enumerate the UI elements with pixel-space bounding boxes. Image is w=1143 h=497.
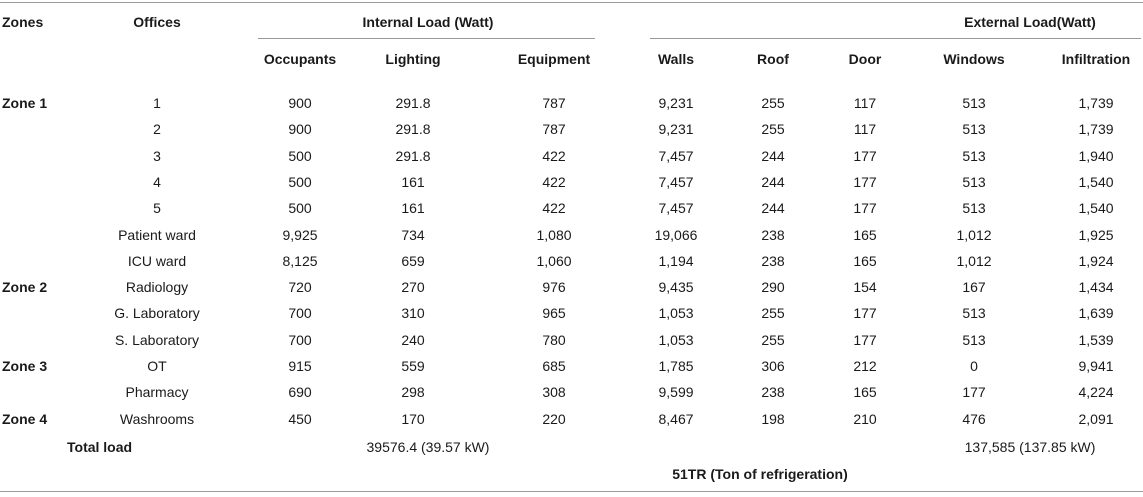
load-value: 450	[288, 411, 312, 427]
load-value: 212	[853, 358, 877, 374]
load-value: 513	[962, 121, 986, 137]
load-value: 255	[761, 95, 785, 111]
load-value: 1,434	[1078, 279, 1114, 295]
load-value: 900	[288, 121, 312, 137]
load-value: 117	[853, 121, 877, 137]
office-name: Radiology	[125, 279, 189, 295]
office-name: Pharmacy	[125, 384, 189, 400]
load-value: 500	[288, 174, 312, 190]
load-value: 161	[401, 174, 425, 190]
load-value: 255	[761, 121, 785, 137]
load-value: 9,599	[658, 384, 694, 400]
load-value: 1,940	[1078, 148, 1114, 164]
load-value: 9,925	[282, 227, 318, 243]
header-zones: Zones	[2, 14, 44, 30]
load-value: 170	[401, 411, 425, 427]
load-value: 559	[401, 358, 425, 374]
load-value: 306	[761, 358, 785, 374]
load-value: 177	[853, 305, 877, 321]
load-value: 198	[761, 411, 785, 427]
load-value: 7,457	[658, 174, 694, 190]
load-value: 165	[853, 227, 877, 243]
load-value: 7,457	[658, 200, 694, 216]
load-value: 177	[853, 174, 877, 190]
load-value: 310	[401, 305, 425, 321]
load-value: 291.8	[395, 148, 431, 164]
load-value: 244	[761, 174, 785, 190]
load-value: 244	[761, 148, 785, 164]
load-value: 238	[761, 384, 785, 400]
load-value: 290	[761, 279, 785, 295]
office-name: ICU ward	[127, 253, 187, 269]
load-value: 177	[853, 200, 877, 216]
load-value: 787	[542, 121, 566, 137]
load-value: 1,924	[1078, 253, 1114, 269]
load-value: 500	[288, 200, 312, 216]
load-value: 476	[962, 411, 986, 427]
load-value: 9,941	[1078, 358, 1114, 374]
office-name: 2	[153, 121, 161, 137]
column-header: Occupants	[263, 51, 337, 67]
load-value: 976	[542, 279, 566, 295]
load-value: 1,012	[956, 227, 992, 243]
load-value: 787	[542, 95, 566, 111]
load-value: 154	[853, 279, 877, 295]
load-value: 0	[970, 358, 978, 374]
load-value: 298	[401, 384, 425, 400]
load-value: 700	[288, 332, 312, 348]
load-value: 270	[401, 279, 425, 295]
load-value: 685	[542, 358, 566, 374]
office-name: Washrooms	[119, 411, 195, 427]
load-value: 422	[542, 200, 566, 216]
load-value: 1,012	[956, 253, 992, 269]
load-value: 1,925	[1078, 227, 1114, 243]
load-value: 177	[853, 148, 877, 164]
column-header: Infiltration	[1061, 51, 1131, 67]
load-value: 255	[761, 305, 785, 321]
column-header: Equipment	[517, 51, 591, 67]
load-value: 177	[853, 332, 877, 348]
load-value: 7,457	[658, 148, 694, 164]
external-group-rule	[650, 38, 1141, 39]
total-external-load: 137,585 (137.85 kW)	[964, 439, 1096, 455]
load-value: 690	[288, 384, 312, 400]
load-value: 1,739	[1078, 95, 1114, 111]
column-header: Door	[848, 51, 882, 67]
load-value: 1,053	[658, 332, 694, 348]
zone-label: Zone 2	[2, 279, 48, 295]
load-value: 513	[962, 305, 986, 321]
column-header: Windows	[943, 51, 1005, 67]
office-name: Patient ward	[118, 227, 196, 243]
total-refrigeration: 51TR (Ton of refrigeration)	[672, 466, 848, 482]
zone-label: Zone 3	[2, 358, 48, 374]
load-value: 1,053	[658, 305, 694, 321]
load-value: 1,060	[536, 253, 572, 269]
load-value: 513	[962, 332, 986, 348]
load-value: 165	[853, 384, 877, 400]
load-value: 513	[962, 174, 986, 190]
column-header: Walls	[657, 51, 695, 67]
load-value: 780	[542, 332, 566, 348]
table-bottom-rule	[0, 491, 1143, 492]
load-value: 513	[962, 148, 986, 164]
load-value: 513	[962, 200, 986, 216]
load-value: 2,091	[1078, 411, 1114, 427]
load-value: 1,739	[1078, 121, 1114, 137]
load-value: 8,125	[282, 253, 318, 269]
column-header: Lighting	[385, 51, 441, 67]
load-value: 915	[288, 358, 312, 374]
load-value: 167	[962, 279, 986, 295]
load-value: 161	[401, 200, 425, 216]
office-name: G. Laboratory	[114, 305, 200, 321]
load-value: 1,080	[536, 227, 572, 243]
load-value: 4,224	[1078, 384, 1114, 400]
zone-label: Zone 1	[2, 95, 48, 111]
internal-group-rule	[258, 38, 595, 39]
load-value: 244	[761, 200, 785, 216]
load-value: 734	[401, 227, 425, 243]
load-value: 9,231	[658, 121, 694, 137]
load-value: 1,785	[658, 358, 694, 374]
load-value: 659	[401, 253, 425, 269]
load-value: 1,540	[1078, 200, 1114, 216]
load-value: 240	[401, 332, 425, 348]
office-name: 1	[153, 95, 161, 111]
office-name: OT	[147, 358, 167, 374]
load-value: 238	[761, 227, 785, 243]
load-value: 422	[542, 174, 566, 190]
header-external-load: External Load(Watt)	[964, 14, 1096, 30]
header-offices: Offices	[133, 14, 181, 30]
load-value: 1,639	[1078, 305, 1114, 321]
load-value: 117	[853, 95, 877, 111]
load-value: 291.8	[395, 121, 431, 137]
office-name: S. Laboratory	[114, 332, 200, 348]
load-value: 8,467	[658, 411, 694, 427]
load-value: 238	[761, 253, 785, 269]
office-name: 4	[153, 174, 161, 190]
load-value: 220	[542, 411, 566, 427]
load-value: 1,194	[658, 253, 694, 269]
office-name: 5	[153, 200, 161, 216]
load-value: 9,435	[658, 279, 694, 295]
office-name: 3	[153, 148, 161, 164]
zone-label: Zone 4	[2, 411, 48, 427]
load-value: 165	[853, 253, 877, 269]
column-header: Roof	[757, 51, 789, 67]
header-internal-load: Internal Load (Watt)	[362, 14, 494, 30]
load-value: 1,540	[1078, 174, 1114, 190]
load-value: 177	[962, 384, 986, 400]
load-value: 291.8	[395, 95, 431, 111]
load-value: 965	[542, 305, 566, 321]
load-value: 900	[288, 95, 312, 111]
load-value: 500	[288, 148, 312, 164]
load-value: 210	[853, 411, 877, 427]
total-load-label: Total load	[67, 439, 133, 455]
load-value: 720	[288, 279, 312, 295]
load-value: 1,539	[1078, 332, 1114, 348]
table-top-rule	[0, 2, 1143, 3]
load-value: 700	[288, 305, 312, 321]
load-value: 19,066	[654, 227, 698, 243]
total-internal-load: 39576.4 (39.57 kW)	[366, 439, 490, 455]
load-value: 308	[542, 384, 566, 400]
load-value: 422	[542, 148, 566, 164]
load-value: 9,231	[658, 95, 694, 111]
load-value: 513	[962, 95, 986, 111]
load-value: 255	[761, 332, 785, 348]
